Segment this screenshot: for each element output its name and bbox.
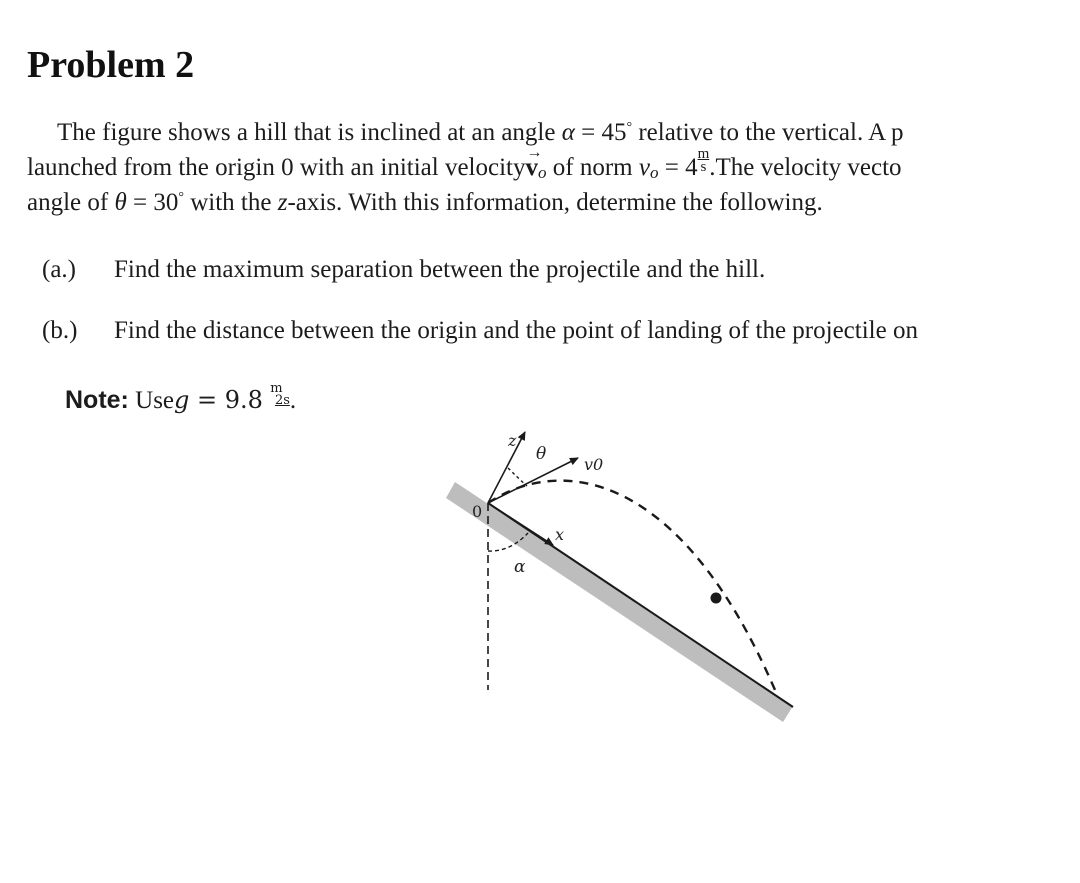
theta-symbol: θ bbox=[114, 189, 127, 216]
projectile-trajectory bbox=[488, 481, 775, 690]
item-label: (b.) bbox=[42, 317, 78, 344]
problem-title: Problem 2 bbox=[27, 44, 195, 86]
alpha-symbol: α bbox=[561, 119, 575, 146]
hill-surface-line bbox=[488, 503, 793, 707]
intro-text-tail: relative to the vertical. A p bbox=[632, 119, 904, 146]
unit-numerator: m bbox=[697, 146, 710, 162]
unit-numerator: m bbox=[270, 381, 283, 396]
item-text: Find the distance between the origin and the point of landing of the projectile on bbox=[114, 317, 918, 344]
note-period: . bbox=[289, 387, 297, 414]
velocity-subscript: o bbox=[538, 163, 547, 182]
speed-symbol: v bbox=[638, 154, 650, 181]
intro-text: of norm bbox=[546, 154, 639, 181]
unit-denominator: s bbox=[700, 159, 707, 175]
note-use: Use bbox=[128, 387, 175, 414]
intro-text: with the bbox=[183, 189, 278, 216]
projectile-dot bbox=[711, 593, 722, 604]
unit-denominator: 2s bbox=[274, 393, 290, 408]
degree-sign: ° bbox=[626, 120, 633, 135]
velocity-vector-symbol: → v bbox=[526, 153, 539, 183]
x-label: x bbox=[555, 525, 565, 544]
hill-slope bbox=[446, 482, 793, 722]
theta-arc bbox=[508, 468, 527, 486]
v0-label: v0 bbox=[584, 455, 604, 474]
note-label: Note: bbox=[65, 386, 129, 414]
alpha-value: = 45 bbox=[574, 119, 627, 146]
speed-subscript: o bbox=[649, 163, 659, 182]
speed-value: = 4 bbox=[658, 154, 698, 181]
origin-label: 0 bbox=[472, 502, 483, 521]
z-label: z bbox=[508, 431, 517, 450]
item-text: Find the maximum separation between the projectile and the hill. bbox=[114, 256, 766, 283]
item-label: (a.) bbox=[42, 256, 76, 283]
intro-text-tail: -axis. With this information, determine the following. bbox=[287, 189, 823, 216]
theta-label: θ bbox=[536, 444, 547, 464]
gravity-value: = 9.8 bbox=[189, 386, 263, 414]
theta-value: = 30 bbox=[126, 189, 179, 216]
intro-text-tail: .The velocity vecto bbox=[709, 154, 902, 181]
degree-sign: ° bbox=[178, 190, 184, 205]
intro-text: launched from the origin 0 with an initial velocity bbox=[27, 154, 526, 181]
alpha-label: α bbox=[514, 557, 526, 577]
gravity-symbol: g bbox=[174, 386, 190, 414]
intro-text: angle of bbox=[27, 189, 115, 216]
intro-text: The figure shows a hill that is inclined at an angle bbox=[57, 119, 556, 146]
z-symbol: z bbox=[277, 189, 288, 216]
